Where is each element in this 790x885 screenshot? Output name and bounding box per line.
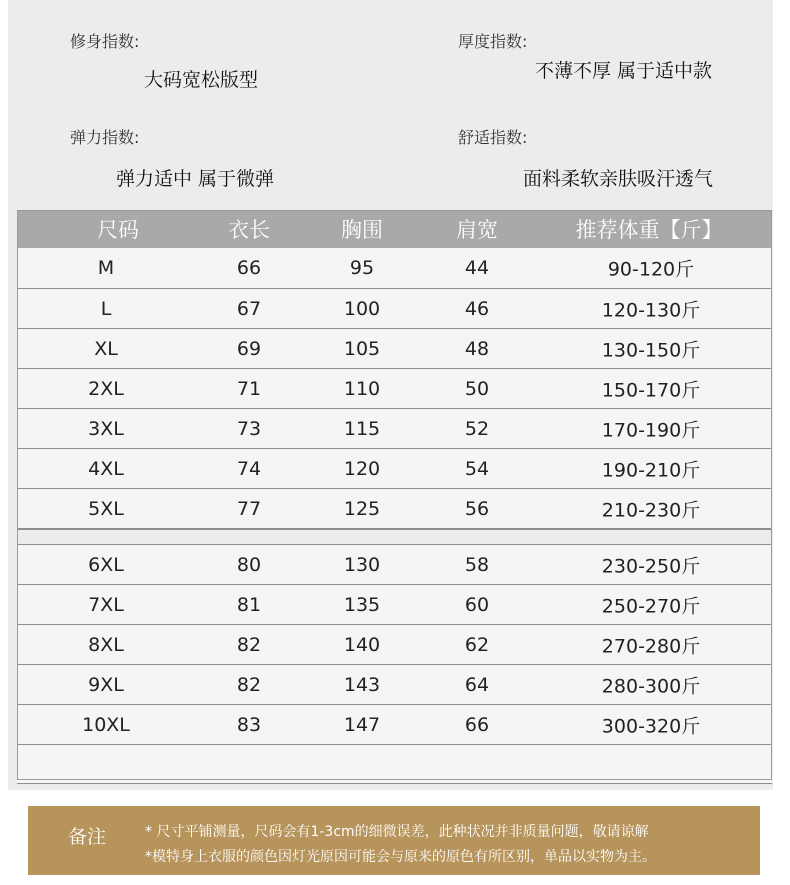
cell-chest: 120: [343, 457, 381, 480]
cell-size: 9XL: [88, 673, 124, 696]
cell-chest: 110: [343, 377, 381, 400]
header-shoulder: 肩宽: [456, 218, 498, 242]
cell-shoulder: 46: [464, 297, 490, 320]
cell-weight: 150-170斤: [601, 379, 701, 401]
table-row: [17, 489, 772, 529]
cell-chest: 147: [343, 713, 381, 736]
cell-chest: 100: [343, 297, 381, 320]
cell-size: 2XL: [88, 377, 124, 400]
cell-length: 67: [236, 297, 262, 320]
cell-weight: 170-190斤: [601, 419, 701, 441]
cell-weight: 280-300斤: [601, 675, 701, 697]
cell-shoulder: 60: [464, 593, 490, 616]
size-rows-group-2: [17, 545, 772, 745]
cell-weight: 190-210斤: [601, 459, 701, 481]
table-row: [17, 289, 772, 329]
cell-length: 69: [236, 337, 262, 360]
table-row: [17, 369, 772, 409]
cell-size: M: [97, 257, 115, 279]
cell-length: 80: [236, 553, 262, 576]
cell-length: 83: [236, 713, 262, 736]
cell-size: 3XL: [88, 417, 124, 440]
cell-weight: 120-130斤: [601, 299, 701, 321]
cell-chest: 143: [343, 673, 381, 696]
cell-size: L: [100, 297, 112, 320]
cell-weight: 90-120斤: [607, 258, 695, 281]
cell-shoulder: 54: [464, 457, 490, 480]
cell-length: 74: [236, 457, 262, 480]
cell-chest: 140: [343, 633, 381, 656]
table-row: [17, 409, 772, 449]
cell-length: 66: [236, 257, 262, 279]
size-rows-group-1: [17, 248, 772, 529]
cell-size: 4XL: [88, 457, 124, 480]
header-chest: 胸围: [341, 218, 383, 242]
cell-chest: 130: [343, 553, 381, 576]
cell-chest: 95: [349, 257, 375, 279]
note-line-1: * 尺寸平铺测量，尺码会有1-3cm的细微误差，此种状况并非质量问题，敬请谅解: [145, 824, 649, 840]
cell-length: 77: [236, 497, 262, 520]
fit-index-label: 修身指数:: [70, 32, 140, 51]
cell-shoulder: 62: [464, 633, 490, 656]
thickness-index-value: 不薄不厚 属于适中款: [535, 60, 713, 82]
table-row: [17, 329, 772, 369]
cell-length: 73: [236, 417, 262, 440]
table-row: [17, 545, 772, 585]
size-table: [17, 210, 772, 784]
table-row: [17, 665, 772, 705]
cell-chest: 135: [343, 593, 381, 616]
table-header: [17, 210, 772, 248]
cell-shoulder: 66: [464, 713, 490, 736]
cell-chest: 125: [343, 497, 381, 520]
cell-length: 82: [236, 673, 262, 696]
cell-chest: 105: [343, 337, 381, 360]
cell-chest: 115: [343, 417, 381, 440]
cell-weight: 270-280斤: [601, 635, 701, 657]
cell-shoulder: 52: [464, 417, 490, 440]
cell-size: 5XL: [88, 497, 124, 520]
cell-shoulder: 56: [464, 497, 490, 520]
cell-size: 7XL: [88, 593, 124, 616]
cell-weight: 210-230斤: [601, 499, 701, 521]
fit-index-value: 大码宽松版型: [144, 69, 259, 91]
elasticity-index-label: 弹力指数:: [70, 128, 140, 147]
comfort-index-label: 舒适指数:: [458, 128, 528, 147]
cell-weight: 230-250斤: [601, 555, 701, 577]
cell-length: 81: [236, 593, 262, 616]
thickness-index-label: 厚度指数:: [458, 32, 528, 51]
comfort-index-value: 面料柔软亲肤吸汗透气: [523, 168, 714, 190]
table-row: [17, 585, 772, 625]
table-row: [17, 449, 772, 489]
cell-weight: 130-150斤: [601, 339, 701, 361]
cell-shoulder: 58: [464, 553, 490, 576]
table-divider: [17, 529, 772, 545]
elasticity-index-value: 弹力适中 属于微弹: [116, 168, 275, 190]
note-title: 备注: [68, 826, 107, 848]
cell-length: 82: [236, 633, 262, 656]
table-row: [17, 625, 772, 665]
note-box: [28, 806, 760, 875]
cell-shoulder: 44: [464, 257, 490, 279]
table-empty-row: [17, 745, 772, 784]
cell-size: 8XL: [88, 633, 124, 656]
table-row: [17, 248, 772, 289]
cell-size: XL: [94, 337, 118, 360]
cell-size: 6XL: [88, 553, 124, 576]
note-line-2: *模特身上衣服的颜色因灯光原因可能会与原来的原色有所区别，单品以实物为主。: [145, 849, 656, 865]
cell-shoulder: 64: [464, 673, 490, 696]
header-size: 尺码: [97, 218, 139, 242]
header-length: 衣长: [228, 218, 270, 242]
header-weight: 推荐体重【斤】: [575, 218, 723, 242]
cell-shoulder: 48: [464, 337, 490, 360]
cell-weight: 250-270斤: [601, 595, 701, 617]
cell-shoulder: 50: [464, 377, 490, 400]
cell-size: 10XL: [82, 713, 130, 736]
cell-weight: 300-320斤: [601, 715, 701, 737]
table-row: [17, 705, 772, 745]
cell-length: 71: [236, 377, 262, 400]
